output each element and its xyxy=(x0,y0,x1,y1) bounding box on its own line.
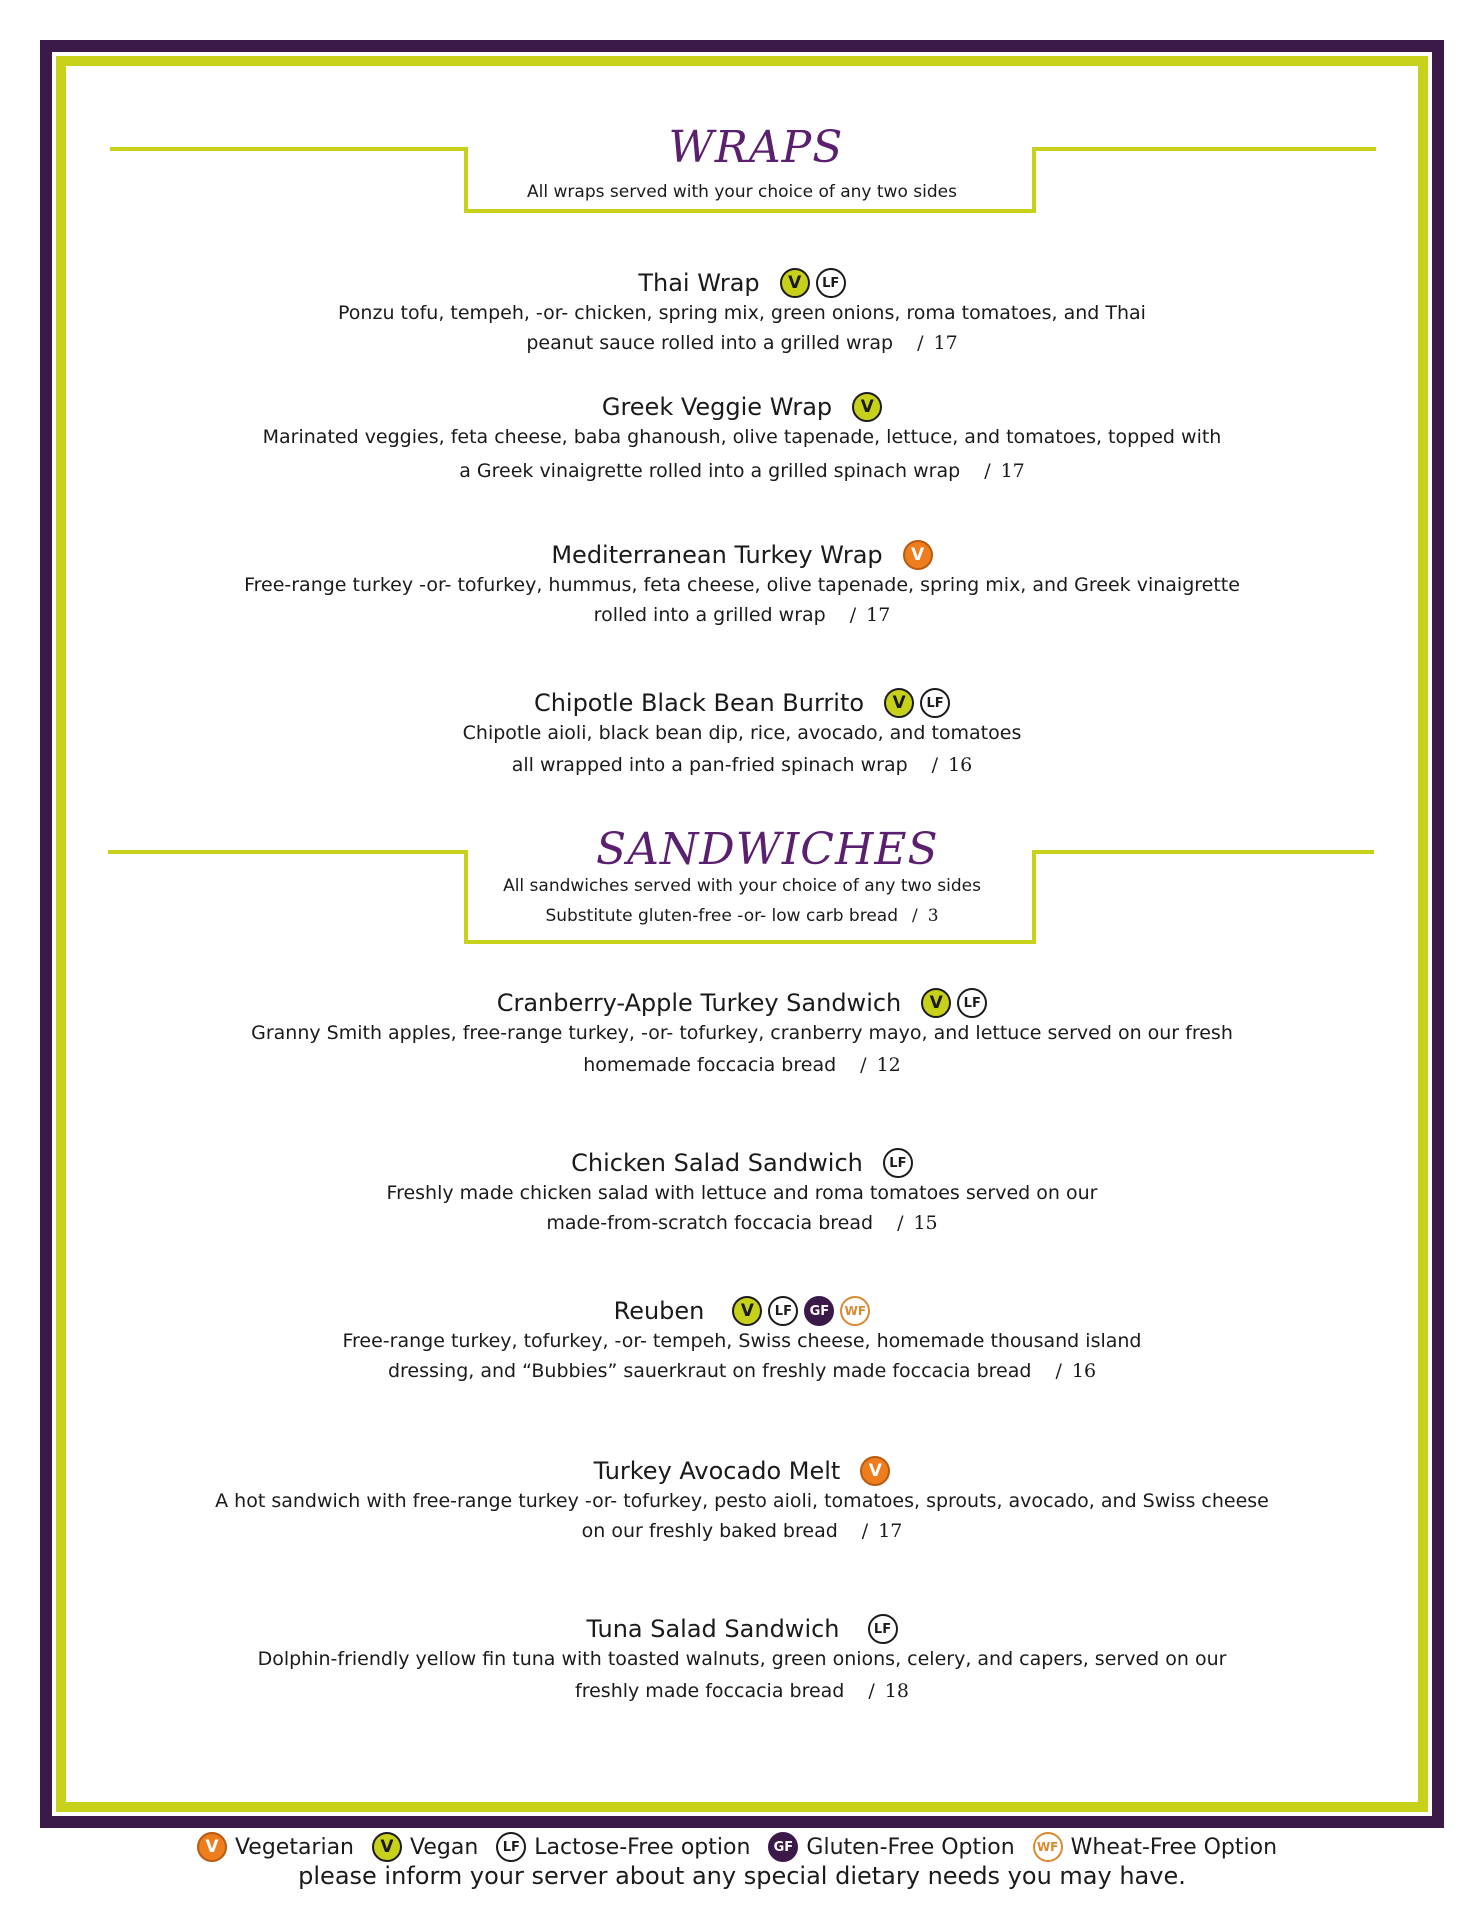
vegetarian-icon: V xyxy=(860,1456,890,1486)
menu-item-chicken-salad-sandwich xyxy=(0,1148,1484,1238)
vegan-icon: V xyxy=(852,392,882,422)
gluten-free-icon: GF xyxy=(768,1832,798,1862)
lactose-free-icon: LF xyxy=(496,1832,526,1862)
wraps-title: WRAPS xyxy=(652,124,860,172)
item-description-line1: Marinated veggies, feta cheese, baba ghanoush, olive tapenade, lettuce, and tomatoes, topped with xyxy=(262,426,1222,448)
menu-item-reuben xyxy=(0,1296,1484,1386)
lactose-free-icon: LF xyxy=(768,1296,798,1326)
item-name: Greek Veggie Wrap xyxy=(601,393,833,421)
item-description-line1: Free-range turkey -or- tofurkey, hummus, feta cheese, olive tapenade, spring mix, and Greek vinaigrette xyxy=(244,574,1240,596)
item-description-line1: Freshly made chicken salad with lettuce and roma tomatoes served on our xyxy=(386,1182,1098,1204)
menu-item-turkey-avocado-melt xyxy=(0,1456,1484,1546)
item-description-line2: rolled into a grilled wrap xyxy=(593,604,826,626)
item-price: / 16 xyxy=(931,754,973,776)
wraps-subtitle: All wraps served with your choice of any two sides xyxy=(527,182,957,202)
item-name: Chipotle Black Bean Burrito xyxy=(533,689,865,717)
item-name: Mediterranean Turkey Wrap xyxy=(551,541,883,569)
item-description-line2: on our freshly baked bread xyxy=(581,1520,838,1542)
item-price: / 17 xyxy=(849,604,891,626)
item-name: Turkey Avocado Melt xyxy=(593,1457,841,1485)
dietary-legend xyxy=(0,1832,1484,1862)
item-name: Chicken Salad Sandwich xyxy=(571,1149,863,1177)
item-description-line2: a Greek vinaigrette rolled into a grilled spinach wrap xyxy=(459,460,961,482)
item-description-line1: Granny Smith apples, free-range turkey, -or- tofurkey, cranberry mayo, and lettuce served on our fresh xyxy=(251,1022,1233,1044)
sandwiches-title: SANDWICHES xyxy=(582,826,920,874)
item-description-line1: Ponzu tofu, tempeh, -or- chicken, spring mix, green onions, roma tomatoes, and Thai xyxy=(338,302,1146,324)
wheat-free-icon: WF xyxy=(1033,1832,1063,1862)
item-description-line2: peanut sauce rolled into a grilled wrap xyxy=(526,332,894,354)
item-description-line2: freshly made foccacia bread xyxy=(575,1680,845,1702)
menu-item-thai-wrap xyxy=(0,268,1484,358)
item-description-line2: dressing, and “Bubbies” sauerkraut on freshly made foccacia bread xyxy=(387,1360,1032,1382)
item-description-line2: made-from-scratch foccacia bread xyxy=(546,1212,874,1234)
gluten-free-icon: GF xyxy=(804,1296,834,1326)
vegetarian-icon: V xyxy=(903,540,933,570)
legend-vegetarian: V Vegetarian xyxy=(197,1832,354,1862)
wheat-free-icon: WF xyxy=(840,1296,870,1326)
vegetarian-icon: V xyxy=(197,1832,227,1862)
item-price: / 18 xyxy=(868,1680,909,1702)
vegan-icon: V xyxy=(372,1832,402,1862)
vegan-icon: V xyxy=(921,988,951,1018)
legend-lactose-free: LF Lactose-Free option xyxy=(496,1832,750,1862)
item-description-line2: all wrapped into a pan-fried spinach wrap xyxy=(511,754,908,776)
item-price: / 16 xyxy=(1055,1360,1097,1382)
item-name: Cranberry-Apple Turkey Sandwich xyxy=(496,989,902,1017)
legend-vegan: V Vegan xyxy=(372,1832,478,1862)
menu-item-greek-veggie-wrap xyxy=(0,392,1484,486)
item-description-line1: Free-range turkey, tofurkey, -or- tempeh, Swiss cheese, homemade thousand island xyxy=(342,1330,1142,1352)
lactose-free-icon: LF xyxy=(883,1148,913,1178)
item-price: / 17 xyxy=(984,460,1025,482)
dietary-note: please inform your server about any special dietary needs you may have. xyxy=(298,1862,1186,1890)
vegan-icon: V xyxy=(732,1296,762,1326)
item-price: / 17 xyxy=(861,1520,903,1542)
item-price: / 12 xyxy=(860,1054,901,1076)
item-description-line1: A hot sandwich with free-range turkey -or- tofurkey, pesto aioli, tomatoes, sprouts, avocado, and Swiss cheese xyxy=(215,1490,1269,1512)
vegan-icon: V xyxy=(780,268,810,298)
legend-wheat-free: WF Wheat-Free Option xyxy=(1033,1832,1277,1862)
item-name: Tuna Salad Sandwich xyxy=(586,1615,840,1643)
sandwiches-substitute-note: Substitute gluten-free -or- low carb bread / 3 xyxy=(545,906,939,926)
item-name: Thai Wrap xyxy=(638,269,760,297)
lactose-free-icon: LF xyxy=(868,1614,898,1644)
menu-item-chipotle-black-bean-burrito xyxy=(0,688,1484,780)
menu-item-mediterranean-turkey-wrap xyxy=(0,540,1484,630)
legend-gluten-free: GF Gluten-Free Option xyxy=(768,1832,1014,1862)
sandwiches-subtitle: All sandwiches served with your choice of any two sides xyxy=(503,876,981,896)
vegan-icon: V xyxy=(884,688,914,718)
item-description-line2: homemade foccacia bread xyxy=(583,1054,837,1076)
item-description-line1: Chipotle aioli, black bean dip, rice, avocado, and tomatoes xyxy=(462,722,1022,744)
lactose-free-icon: LF xyxy=(957,988,987,1018)
item-price: / 15 xyxy=(897,1212,938,1234)
item-price: / 17 xyxy=(917,332,958,354)
menu-item-tuna-salad-sandwich xyxy=(0,1614,1484,1706)
menu-item-cranberry-apple-turkey-sandwich xyxy=(0,988,1484,1080)
item-description-line1: Dolphin-friendly yellow fin tuna with toasted walnuts, green onions, celery, and capers, served on our xyxy=(257,1648,1227,1670)
item-name: Reuben xyxy=(613,1297,705,1325)
lactose-free-icon: LF xyxy=(920,688,950,718)
lactose-free-icon: LF xyxy=(816,268,846,298)
